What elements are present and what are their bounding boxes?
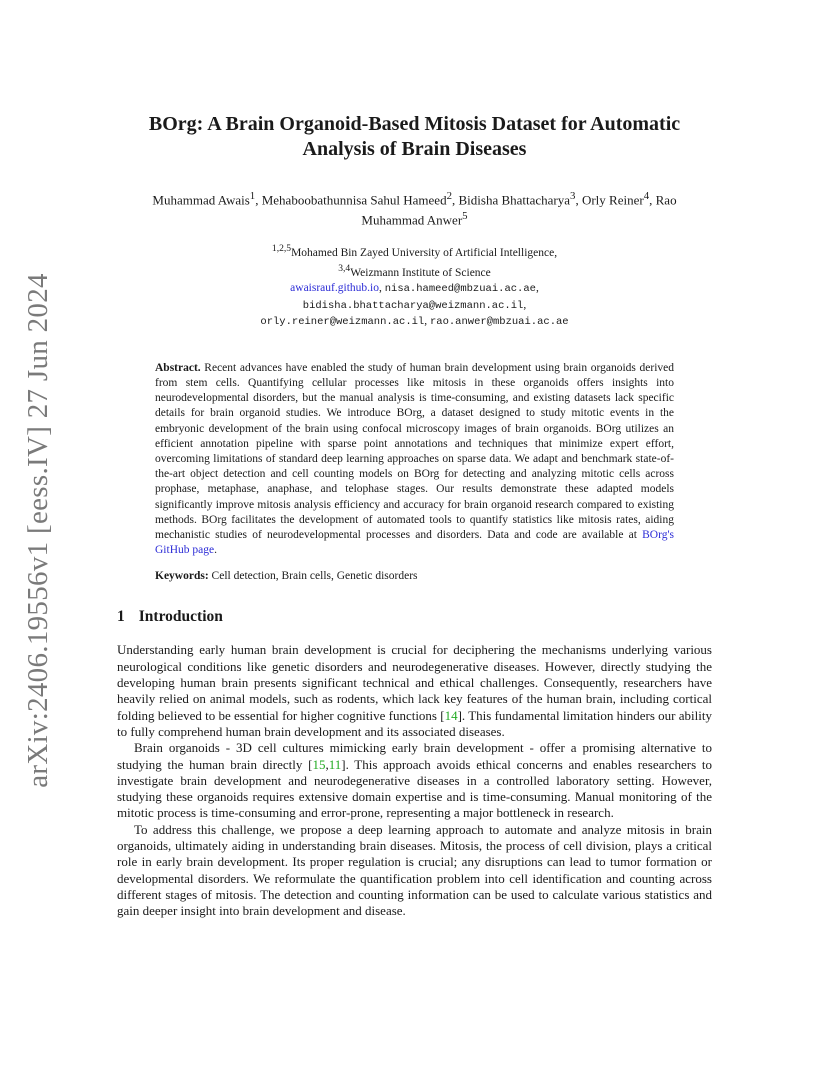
paragraph (117, 642, 712, 740)
introduction-body (117, 642, 712, 919)
author-name: , Bidisha Bhattacharya (451, 192, 571, 208)
citation-link[interactable]: 11 (328, 756, 342, 772)
email-address: bidisha.bhattacharya@weizmann.ac.il (302, 299, 524, 312)
keywords-label: Keywords: (155, 570, 209, 583)
title-line-1: BOrg: A Brain Organoid-Based Mitosis Dataset for Automatic (148, 113, 681, 135)
affil-mark: 1,2,5 (271, 242, 292, 254)
title-line-2: Analysis of Brain Diseases (302, 138, 527, 160)
email-address: rao.anwer@mbzuai.ac.ae (429, 316, 569, 329)
keywords (155, 569, 674, 584)
abstract-text: Recent advances have enabled the study of human brain development using brain organoids derived from stem cells. Quantifying cellular processes like mitosis in these organoids offers insights into neurodevelopmental disorders, but the manual analysis is time-consuming, and existing datasets lack specific details for brain organoid studies. We introduce BOrg, a dataset designed to study mitotic events in the embryonic development of the brain using confocal microscopy images of brain organoids. BOrg utilizes an efficient annotation pipeline with sparse point annotations and techniques that minimize expert effort, overcoming limitations of standard deep learning approaches on sparse data. We adapt and benchmark state-of-the-art object detection and cell counting models on BOrg for detecting and analyzing mitotic cells across prophase, metaphase, anaphase, and telophase stages. Our results demonstrate these adapted models significantly improve mitosis analysis efficiency and accuracy for brain organoid research compared to existing methods. BOrg facilitates the development of automated tools to quantify statistics like mitosis rates, aiding mechanistic studies of neurodevelopmental processes and disorders. Data and code are available at (155, 361, 674, 542)
paragraph-text: Brain organoids - 3D cell cultures mimicking early brain development - offer a promising alternative to studying the human brain directly [ (117, 740, 712, 772)
paper-page (117, 112, 712, 920)
author-name: Muhammad Anwer (361, 212, 463, 228)
paragraph-text: ]. This approach avoids ethical concerns and enables researchers to investigate brain development and neurodegenerative diseases in a controlled laboratory setting. However, studying these organoids requires extensive domain expertise and is time-consuming. Manual monitoring of the mitotic process is time-consuming and error-prone, representing a major bottleneck in research. (117, 756, 713, 821)
author-name: , Orly Reiner (575, 192, 644, 208)
email-address: nisa.hameed@mbzuai.ac.ae (384, 283, 536, 296)
keywords-text: Cell detection, Brain cells, Genetic disorders (208, 570, 418, 583)
author-affil-mark: 1 (249, 190, 256, 202)
arxiv-identifier: arXiv:2406.19556v1 [eess.IV] 27 Jun 2024 (21, 272, 54, 788)
citation-separator: , (325, 756, 329, 772)
author-affil-mark: 4 (643, 190, 650, 202)
citation-link[interactable]: 14 (444, 707, 458, 723)
abstract (155, 361, 674, 559)
section-heading (117, 608, 712, 626)
author-affil-mark: 5 (462, 210, 468, 223)
paragraph-text: Understanding early human brain development is crucial for deciphering the mechanisms underlying various neurological conditions like genetic disorders and neurodegenerative diseases. However, directly studying the developing human brain presents significant technical and ethical challenges. Consequently, researchers have heavily relied on animal models, such as rodents, which lack key features of the human brain, including cortical folding believed to be essential for higher cognitive functions [ (117, 642, 712, 723)
abstract-end: . (214, 544, 217, 557)
affiliations: $^{1,2,5}$Mohamed Bin Zayed University of Artificial Intelligence, $^{3,4}$Weizmann Institute of Science awaisrauf.github.io, nisa.hameed@mbzuai.ac.ae, bidisha.bhattacharya@weizmann.ac.il, orly.reiner@weizmann.ac.il, rao.anwer@mbzuai.ac.ae (260, 242, 569, 329)
citation-link[interactable]: 15 (312, 756, 326, 772)
paragraph (117, 740, 712, 821)
author-name: , Rao (649, 192, 677, 208)
affil-mark: 3,4 (338, 262, 351, 274)
github-page-link[interactable]: BOrg's GitHub page (155, 529, 674, 557)
paragraph: To address this challenge, we propose a deep learning approach to automate and analyze mitosis in brain organoids, ultimately aiding in understanding brain diseases. Mitosis, the process of cell division, plays a critical role in early brain development. Its proper regulation is crucial; any disruptions can lead to tumor formation or developmental disorders. We reformulate the quantification problem into cell identification and counting across different stages of mitosis. The detection and counting information can be used to calculate various statistics and gain deeper insight into brain development and disease. (117, 821, 712, 919)
author-name: , Mehaboobathunnisa Sahul Hameed (255, 192, 447, 208)
author-affil-mark: 2 (446, 190, 452, 202)
email-address: orly.reiner@weizmann.ac.il (260, 316, 425, 329)
affiliation-mbzuai: Mohamed Bin Zayed University of Artificial Intelligence, (291, 246, 558, 259)
homepage-link[interactable]: awaisrauf.github.io (290, 282, 379, 295)
section-number: 1 (117, 608, 125, 626)
paper-title (117, 112, 712, 162)
author-affil-mark: 3 (570, 190, 576, 202)
section-title: Introduction (138, 608, 223, 626)
author-list (117, 188, 712, 229)
author-name: Muhammad Awais (152, 192, 250, 208)
affiliation-weizmann: Weizmann Institute of Science (350, 266, 491, 279)
paragraph-text: ]. This fundamental limitation hinders our ability to fully comprehend human brain development and its associated diseases. (117, 707, 712, 739)
arxiv-stamp (18, 272, 58, 788)
abstract-label: Abstract. (155, 361, 201, 374)
